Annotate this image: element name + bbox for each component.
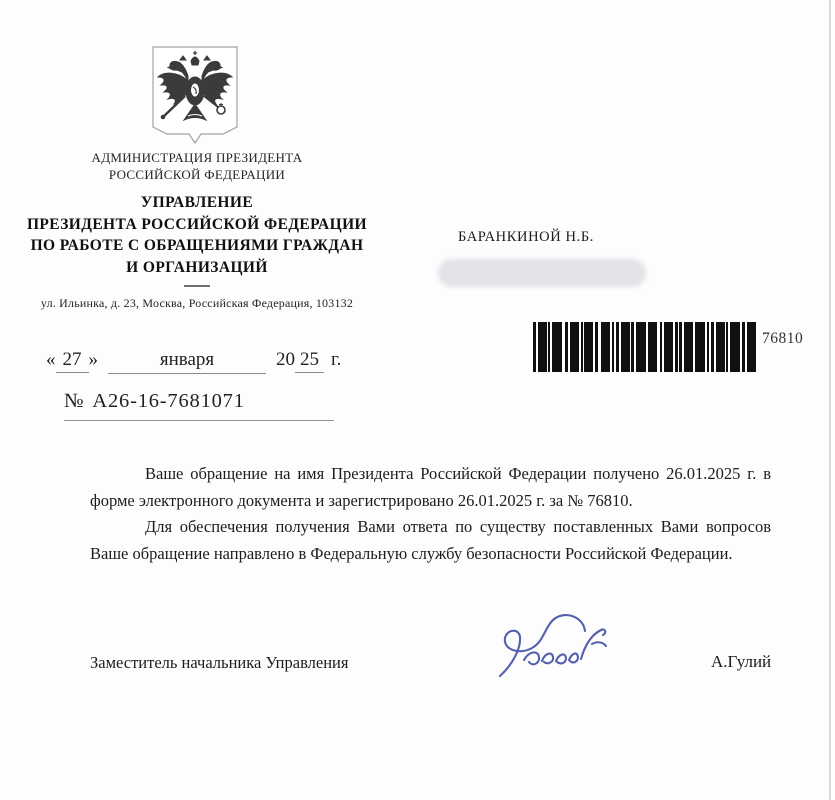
signature-scribble-icon [488, 604, 620, 692]
barcode-bar [570, 322, 579, 372]
date-year: 25 [295, 349, 324, 373]
barcode-bar [747, 322, 756, 372]
divider-dash [184, 285, 210, 287]
reference-label: № [64, 390, 85, 412]
barcode-bar [648, 322, 657, 372]
barcode-bars [533, 322, 756, 372]
barcode-bar [684, 322, 693, 372]
reference-value: А26-16-7681071 [92, 390, 245, 412]
dept-line1: УПРАВЛЕНИЕ [140, 194, 254, 211]
double-headed-eagle-icon [152, 46, 238, 146]
signatory-name: А.Гулий [711, 652, 772, 671]
dept-line3: ПО РАБОТЕ С ОБРАЩЕНИЯМИ ГРАЖДАН [30, 237, 364, 254]
body-paragraph: Ваше обращение на имя Президента Российской Федерации получено 26.01.2025 г. в форме электронного документа и зарегистрировано 26.01.2025 г. за № 76810. [90, 464, 771, 510]
body-paragraph: Для обеспечения получения Вами ответа по существу поставленных Вами вопросов Ваше обращение направлено в Федеральную службу безопасности Российской Федерации. [90, 517, 771, 563]
barcode [533, 322, 756, 372]
org-address: ул. Ильинка, д. 23, Москва, Российская Федерация, 103132 [40, 296, 354, 310]
signature-image [488, 604, 620, 692]
barcode-bar [636, 322, 646, 372]
barcode-bar [584, 322, 593, 372]
date-day: 27 [56, 349, 89, 373]
barcode-bar [601, 322, 610, 372]
org-name-line1: АДМИНИСТРАЦИЯ ПРЕЗИДЕНТА [91, 150, 303, 165]
department-name [8, 192, 386, 278]
letterhead [8, 150, 386, 311]
signatory-title: Заместитель начальника Управления [90, 653, 349, 672]
org-name-line2: РОССИЙСКОЙ ФЕДЕРАЦИИ [108, 166, 286, 182]
barcode-number: 76810 [762, 330, 804, 347]
date-century: 20 [276, 349, 295, 370]
barcode-bar [730, 322, 740, 372]
barcode-bar [716, 322, 725, 372]
reference-number-line [64, 390, 334, 421]
redacted-address-blur [438, 259, 646, 287]
barcode-bar [538, 322, 547, 372]
dept-line4: И ОРГАНИЗАЦИЙ [126, 258, 268, 276]
barcode-bar [664, 322, 673, 372]
page-edge-line [829, 0, 831, 800]
date-month: января [108, 349, 266, 374]
coat-of-arms-emblem [152, 46, 238, 146]
date-era-label: г. [331, 349, 342, 370]
open-quote: « [46, 349, 56, 370]
dept-line2: ПРЕЗИДЕНТА РОССИЙСКОЙ ФЕДЕРАЦИИ [26, 215, 368, 233]
recipient-name: БАРАНКИНОЙ Н.Б. [458, 229, 594, 245]
barcode-bar [552, 322, 562, 372]
barcode-bar [621, 322, 630, 372]
barcode-bar [695, 322, 705, 372]
date-line [46, 349, 341, 374]
close-quote: » [88, 349, 98, 370]
letter-body [90, 461, 771, 567]
